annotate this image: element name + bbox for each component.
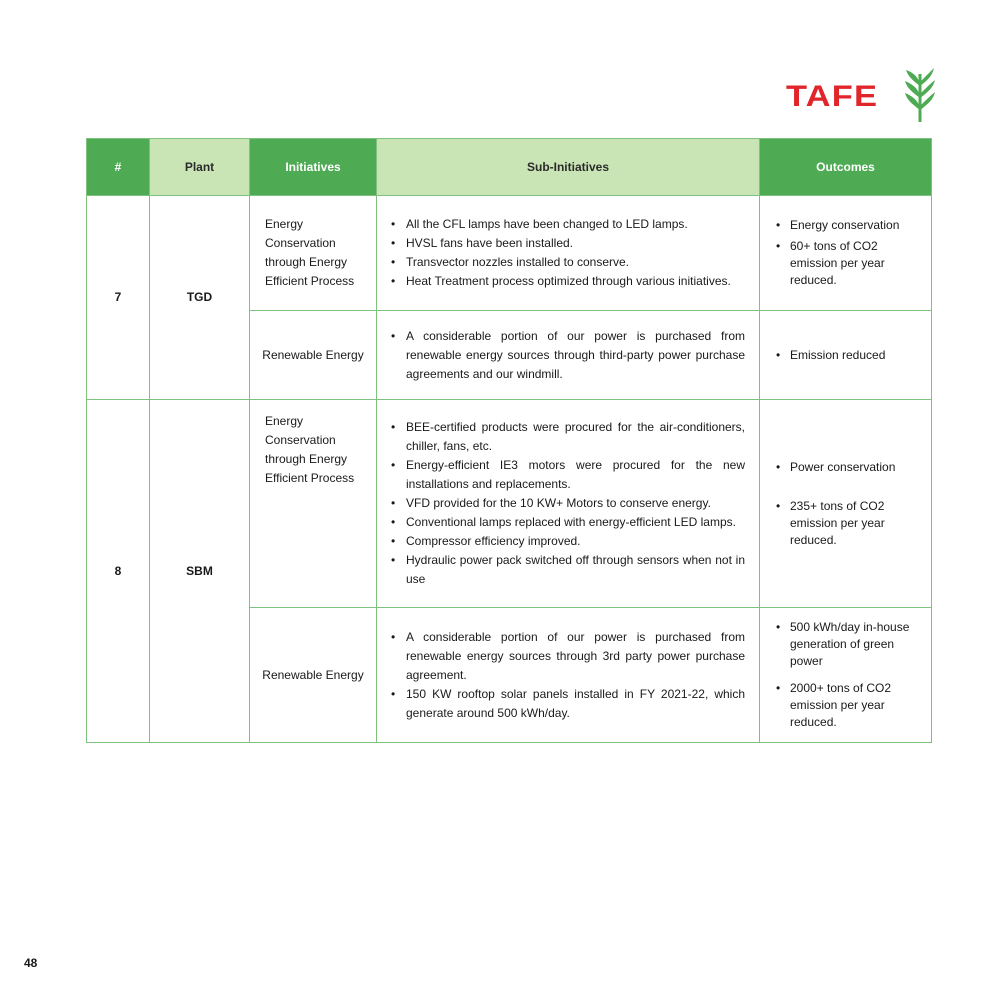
- outcomes-cell: [760, 196, 932, 311]
- list-item: • 2000+ tons of CO2 emission per year reduced.: [774, 680, 921, 731]
- table-row: [87, 400, 932, 608]
- list-item: • 60+ tons of CO2 emission per year reduced.: [774, 238, 921, 289]
- page-number: 48: [24, 956, 38, 970]
- header-initiatives: Initiatives: [250, 139, 377, 196]
- list-item: • Emission reduced: [774, 347, 921, 364]
- initiative-name: Energy Conservation through Energy Efficient Process: [250, 196, 377, 311]
- list-item: • Compressor efficiency improved.: [389, 532, 745, 551]
- list-item: • A considerable portion of our power is purchased from renewable energy sources through 3rd party power purchase agreement.: [389, 628, 745, 685]
- logo-wordmark: TAFE: [786, 80, 879, 113]
- list-item: • 150 KW rooftop solar panels installed in FY 2021-22, which generate around 500 kWh/day.: [389, 685, 745, 723]
- header-sub-initiatives: Sub-Initiatives: [377, 139, 760, 196]
- header-plant: Plant: [150, 139, 250, 196]
- header-number: #: [87, 139, 150, 196]
- outcomes-cell: [760, 400, 932, 608]
- list-item: • All the CFL lamps have been changed to LED lamps.: [389, 215, 745, 234]
- list-item: • Energy-efficient IE3 motors were procured for the new installations and replacements.: [389, 456, 745, 494]
- list-item: • Transvector nozzles installed to conserve.: [389, 253, 745, 272]
- list-item: • HVSL fans have been installed.: [389, 234, 745, 253]
- sub-initiatives-cell: [377, 608, 760, 743]
- outcomes-cell: [760, 608, 932, 743]
- list-item: • 235+ tons of CO2 emission per year reduced.: [774, 498, 921, 549]
- sub-initiatives-cell: [377, 196, 760, 311]
- row-number: 7: [87, 196, 150, 400]
- row-number: 8: [87, 400, 150, 743]
- plant-name: SBM: [150, 400, 250, 743]
- header-outcomes: Outcomes: [760, 139, 932, 196]
- list-item: • A considerable portion of our power is purchased from renewable energy sources through third-party power purchase agreements and our windmill.: [389, 327, 745, 384]
- list-item: • BEE-certified products were procured for the air-conditioners, chiller, fans, etc.: [389, 418, 745, 456]
- sub-initiatives-cell: [377, 400, 760, 608]
- list-item: • 500 kWh/day in-house generation of green power: [774, 619, 921, 670]
- leaf-icon: [902, 66, 936, 124]
- initiative-name: Energy Conservation through Energy Efficient Process: [250, 400, 377, 608]
- sub-initiatives-cell: [377, 311, 760, 400]
- list-item: • Energy conservation: [774, 217, 921, 234]
- tafe-logo: [786, 66, 936, 124]
- table-row: [87, 196, 932, 311]
- list-item: • Power conservation: [774, 459, 921, 476]
- initiative-name: Renewable Energy: [250, 311, 377, 400]
- list-item: • Hydraulic power pack switched off through sensors when not in use: [389, 551, 745, 589]
- list-item: • Heat Treatment process optimized through various initiatives.: [389, 272, 745, 291]
- table-header-row: [87, 139, 932, 196]
- outcomes-cell: [760, 311, 932, 400]
- list-item: • VFD provided for the 10 KW+ Motors to conserve energy.: [389, 494, 745, 513]
- initiative-name: Renewable Energy: [250, 608, 377, 743]
- energy-initiatives-table: [86, 138, 932, 743]
- list-item: • Conventional lamps replaced with energy-efficient LED lamps.: [389, 513, 745, 532]
- plant-name: TGD: [150, 196, 250, 400]
